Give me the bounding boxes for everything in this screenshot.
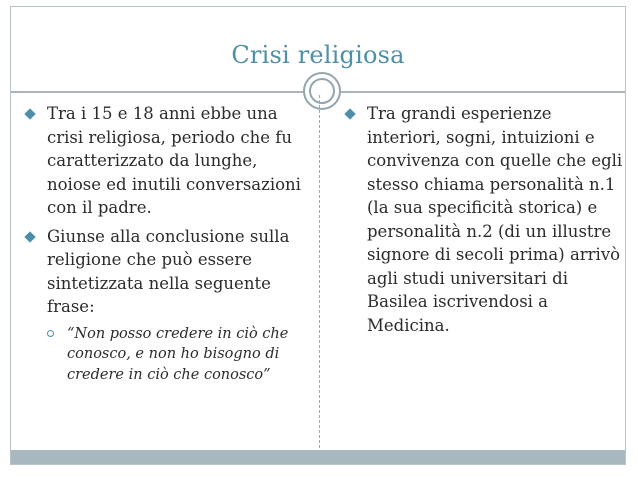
right-column [343,102,623,342]
bullet-text: Tra i 15 e 18 anni ebbe una crisi religiosa, periodo che fu caratterizzato da lunghe, noiose ed inutili conversazioni con il padre. [47,104,301,217]
bullet-item [23,102,313,220]
diamond-bullet-icon [344,108,355,119]
bullet-text: Tra grandi esperienze interiori, sogni, intuizioni e convivenza con quelle che egli stesso chiama personalità n.1 (la sua specificità storica) e personalità n.2 (di un illustre signore di secoli prima) arrivò agli studi universitari di Basilea iscrivendosi a Medicina. [367,104,623,335]
ring-bullet-icon [47,330,54,337]
left-column [23,102,313,385]
slide [10,6,626,465]
footer-band [11,450,625,464]
diamond-bullet-icon [24,108,35,119]
bullet-item [23,225,313,319]
diamond-bullet-icon [24,231,35,242]
sub-bullet-item [23,324,313,386]
bullet-text: Giunse alla conclusione sulla religione che può essere sintetizzata nella seguente frase: [47,226,290,316]
quote-text: “Non posso credere in ciò che conosco, e non ho bisogno di credere in ciò che conosco” [67,325,289,383]
bullet-item [343,102,623,337]
slide-title: Crisi religiosa [231,41,405,69]
column-divider [319,95,320,453]
